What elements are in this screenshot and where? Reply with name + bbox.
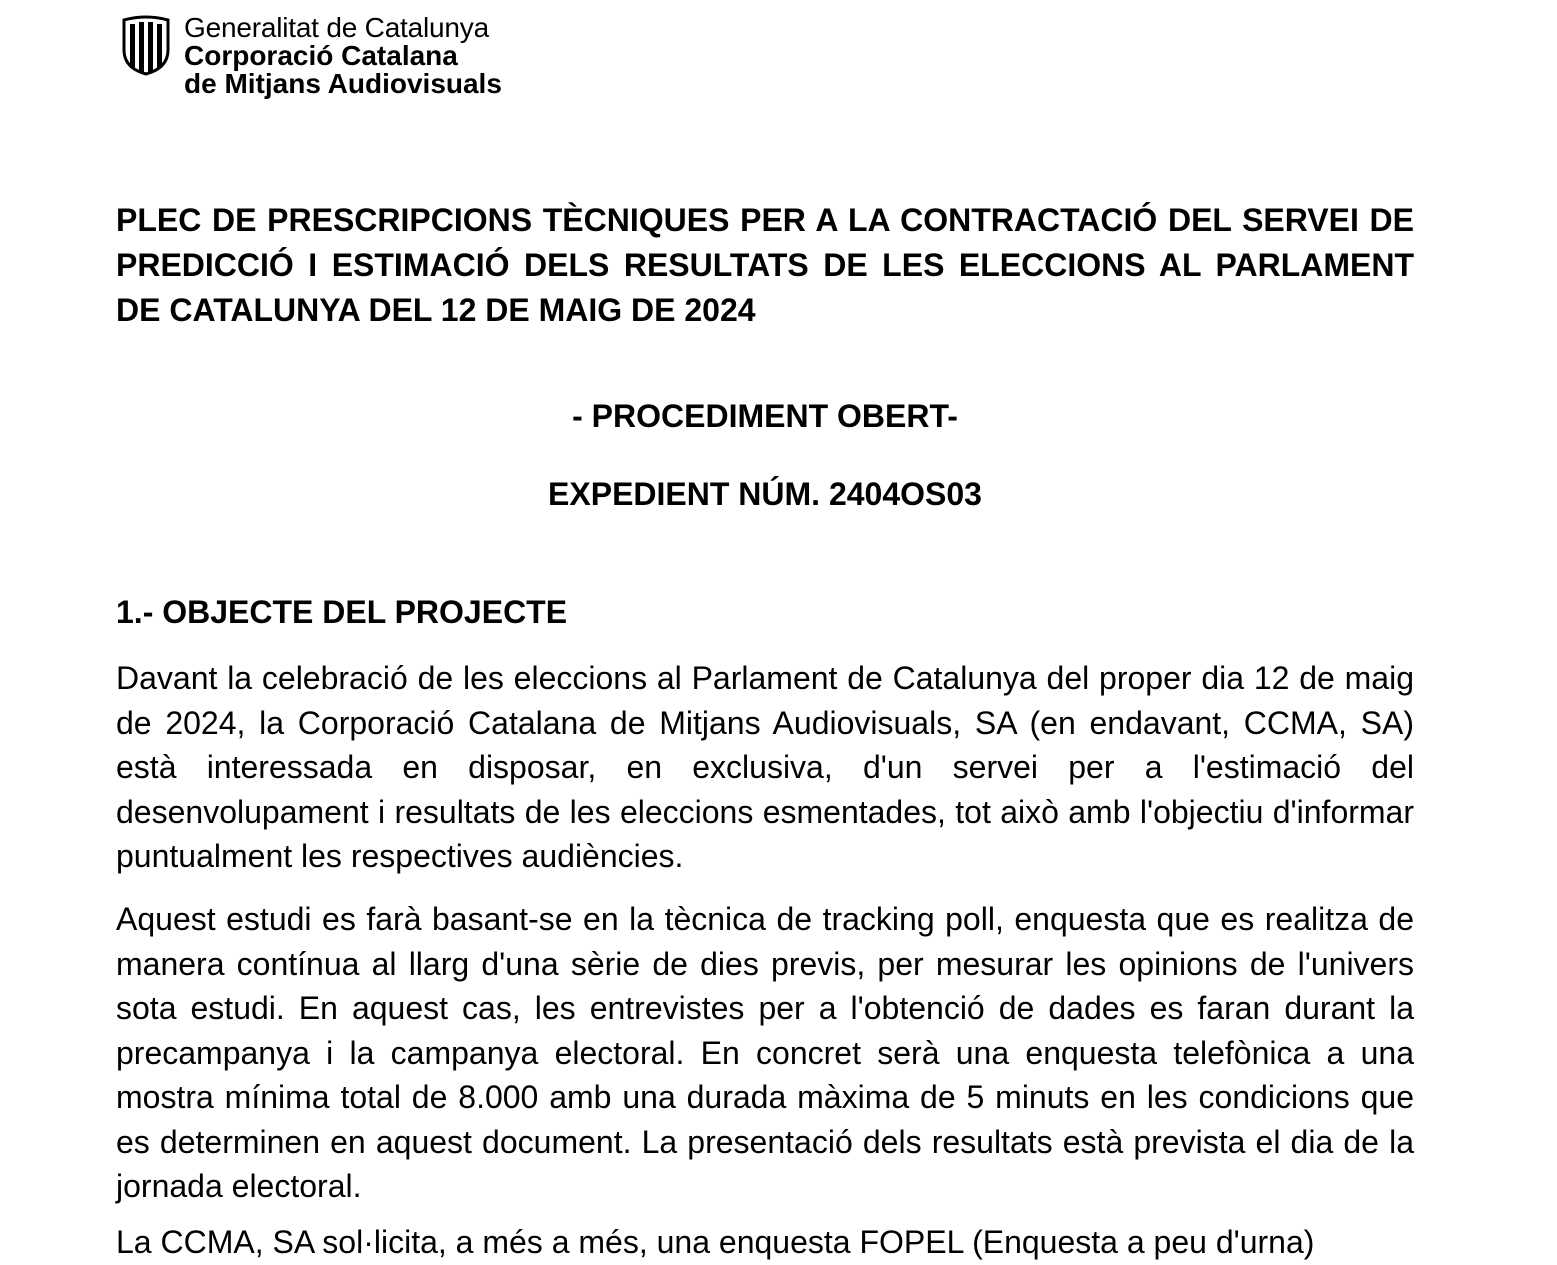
expedient-number: EXPEDIENT NÚM. 2404OS03	[548, 476, 982, 512]
paragraph: Davant la celebració de les eleccions al Parlament de Catalunya del proper dia 12 de maig de 2024, la Corporació Catalana de Mitjans Audiovisuals, SA (en endavant, CCMA, SA) està interessada en disposar, en exclusiva, d'un servei per a l'estimació del desenvolupament i resultats de les eleccions esmentades, tot això amb l'objectiu d'informar puntualment les respectives audiències.	[116, 660, 1414, 874]
paragraph-cut-off: La CCMA, SA sol·licita, a més a més, una enquesta FOPEL (Enquesta a peu d'urna)	[116, 1224, 1315, 1260]
paragraph: Aquest estudi es farà basant-se en la tècnica de tracking poll, enquesta que es realitza de manera contínua al llarg d'una sèrie de dies previs, per mesurar les opinions de l'univers sota estudi. En aquest cas, les entrevistes per a l'obtenció de dades es faran durant la precampanya i la campanya electoral. En concret serà una enquesta telefònica a una mostra mínima total de 8.000 amb una durada màxima de 5 minuts en les condicions que es determinen en aquest document. La presentació dels resultats està prevista el dia de la jornada electoral.	[116, 901, 1414, 1204]
section-heading: 1.- OBJECTE DEL PROJECTE	[116, 594, 568, 630]
org-line-mitjans: de Mitjans Audiovisuals	[184, 68, 502, 99]
organization-name	[184, 14, 502, 98]
document-title: PLEC DE PRESCRIPCIONS TÈCNIQUES PER A LA CONTRACTACIÓ DEL SERVEI DE PREDICCIÓ I ESTIMACIÓ DELS RESULTATS DE LES ELECCIONS AL PARLAMENT DE CATALUNYA DEL 12 DE MAIG DE 2024	[116, 202, 1414, 328]
procedure-type: - PROCEDIMENT OBERT-	[572, 398, 958, 434]
org-line-generalitat: Generalitat de Catalunya	[184, 12, 489, 43]
document-header	[120, 14, 502, 98]
generalitat-logo-icon	[120, 16, 172, 76]
org-line-corporacio: Corporació Catalana	[184, 40, 458, 71]
